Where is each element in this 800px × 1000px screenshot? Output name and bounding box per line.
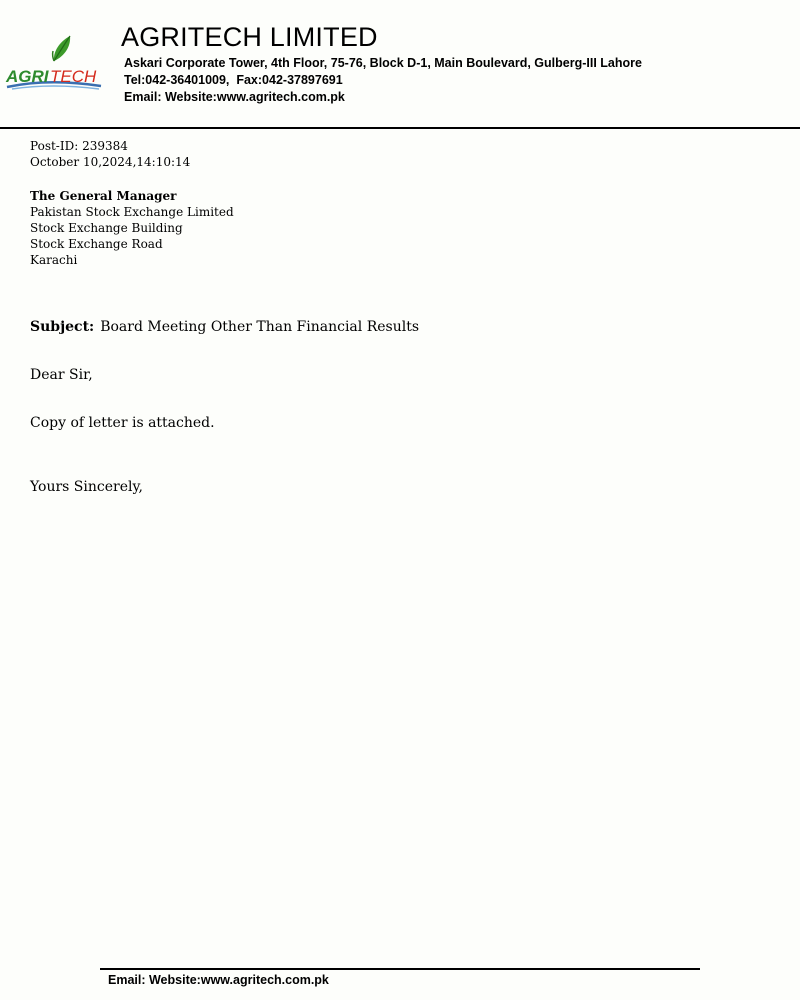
recipient-line: Pakistan Stock Exchange Limited xyxy=(30,205,234,219)
subject-line xyxy=(30,319,419,335)
logo-text-agri: AGRI xyxy=(6,67,49,86)
closing: Yours Sincerely, xyxy=(30,479,143,495)
recipient-line: Karachi xyxy=(30,253,78,267)
footer-email-website: Email: Website:www.agritech.com.pk xyxy=(108,973,329,987)
footer-divider xyxy=(100,968,700,970)
subject-text: Board Meeting Other Than Financial Results xyxy=(100,319,420,335)
recipient-line: Stock Exchange Building xyxy=(30,221,183,235)
agritech-logo xyxy=(4,32,104,92)
header-divider xyxy=(0,127,800,129)
company-name: AGRITECH LIMITED xyxy=(121,22,378,52)
leaf-icon xyxy=(53,36,71,61)
post-datetime: October 10,2024,14:10:14 xyxy=(30,155,191,169)
recipient-line: Stock Exchange Road xyxy=(30,237,163,251)
recipient-title: The General Manager xyxy=(30,189,177,203)
letter-body: Copy of letter is attached. xyxy=(30,415,215,431)
salutation: Dear Sir, xyxy=(30,367,93,383)
post-id: Post-ID: 239384 xyxy=(30,139,128,153)
subject-label: Subject: xyxy=(30,319,95,335)
company-address: Askari Corporate Tower, 4th Floor, 75-76, Block D-1, Main Boulevard, Gulberg-III Lahore xyxy=(124,56,642,70)
company-phone-fax: Tel:042-36401009, Fax:042-37897691 xyxy=(124,73,343,87)
company-email-website: Email: Website:www.agritech.com.pk xyxy=(124,90,345,104)
logo-text-tech: TECH xyxy=(50,67,97,86)
